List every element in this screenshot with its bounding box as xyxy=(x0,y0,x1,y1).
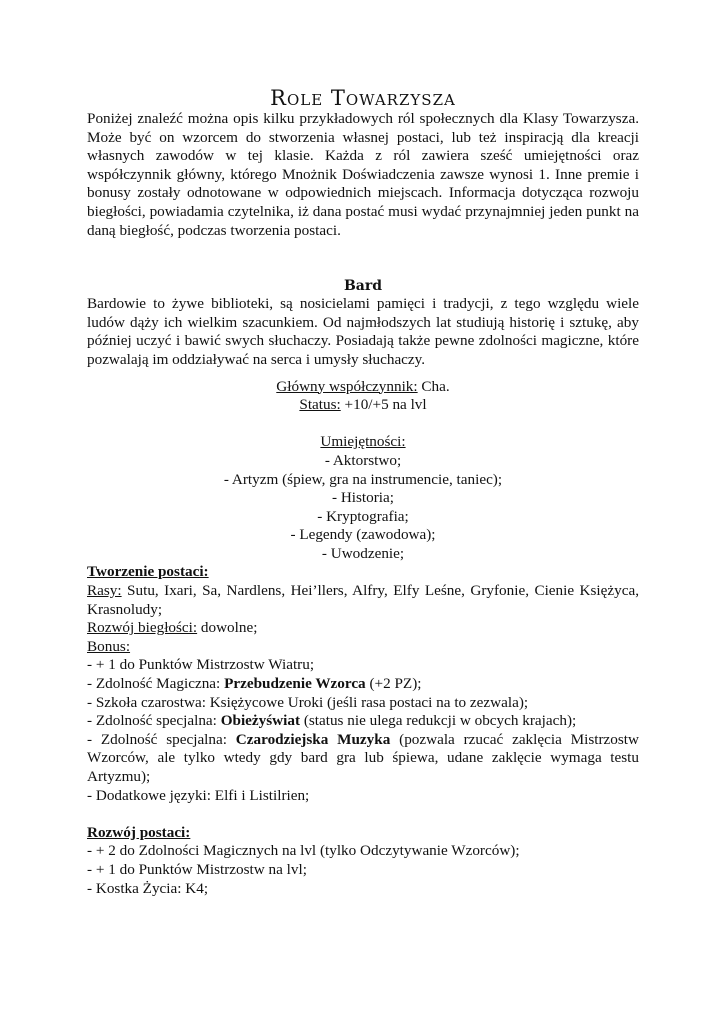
spacer xyxy=(87,370,639,378)
skills-label-line xyxy=(87,433,639,452)
skill-item: - Uwodzenie; xyxy=(321,544,405,562)
status-label: Status: xyxy=(299,396,341,414)
bonus-item: - Dodatkowe języki: Elfi i Listilrien; xyxy=(87,786,310,804)
document-page xyxy=(87,86,639,898)
bonus-item-name: Obieżyświat xyxy=(220,712,301,730)
skill-item: - Kryptografia; xyxy=(317,507,409,525)
main-stat-value: Cha. xyxy=(417,377,450,395)
skill-item: - Historia; xyxy=(331,489,394,507)
bonus-item: - + 1 do Punktów Mistrzostw Wiatru; xyxy=(87,656,315,674)
skill-item: - Artyzm (śpiew, gra na instrumencie, taniec); xyxy=(223,470,503,488)
spacer xyxy=(87,240,639,277)
bonus-label-line xyxy=(87,638,639,657)
bonus-item xyxy=(87,731,639,787)
spacer xyxy=(87,415,639,434)
development-item: - + 2 do Zdolności Magicznych na lvl (tylko Odczytywanie Wzorców); xyxy=(87,842,520,860)
skill-item: - Aktorstwo; xyxy=(324,451,402,469)
status-line xyxy=(87,396,639,415)
proficiency-value: dowolne; xyxy=(197,619,258,637)
bonus-item xyxy=(87,675,639,694)
bonus-item-suffix: (+2 PZ); xyxy=(365,675,422,693)
bonus-item-prefix: - Zdolność specjalna: xyxy=(87,730,236,748)
races-label: Rasy: xyxy=(87,582,122,600)
races-value: Sutu, Ixari, Sa, Nardlens, Hei’llers, Alfry, Elfy Leśne, Gryfonie, Cienie Księżyca, Krasnoludy; xyxy=(87,582,639,618)
bonus-label: Bonus: xyxy=(87,637,131,655)
bonus-item-name: Przebudzenie Wzorca xyxy=(224,675,366,693)
development-heading: Rozwój postaci: xyxy=(87,823,191,841)
skills-label: Umiejętności: xyxy=(320,433,406,451)
status-value: +10/+5 na lvl xyxy=(340,396,427,414)
section-heading-bard: Bard xyxy=(343,278,383,295)
proficiency-label: Rozwój biegłości: xyxy=(87,619,198,637)
page-title: Role Towarzysza xyxy=(270,86,456,110)
bonus-item-name: Czarodziejska Muzyka xyxy=(235,730,391,748)
spacer xyxy=(87,805,639,824)
bonus-item-prefix: - Zdolność Magiczna: xyxy=(87,675,225,693)
bonus-item xyxy=(87,712,639,731)
main-stat-label: Główny współczynnik: xyxy=(276,377,418,395)
intro-paragraph: Poniżej znaleźć można opis kilku przykładowych ról społecznych dla Klasy Towarzysza. Może być on wzorcem do stworzenia własnej postaci, lub też inspiracją dla kreacji własnych zawodów w tej klasie. Każda z ról zawiera sześć umiejętności oraz współczynnik główny, którego Mnożnik Doświadczenia zawsze wynosi 1. Inne premie i bonusy zostały odnotowane w odpowiednich miejscach. Informacja dotycząca rozwoju biegłości, powiadamia czytelnika, iż dana postać musi wydać przynajmniej jeden punkt na daną biegłość, podczas tworzenia postaci. xyxy=(87,110,639,239)
bard-description: Bardowie to żywe biblioteki, są nosicielami pamięci i tradycji, z tego względu wiele ludów dąży ich wielkim szacunkiem. Od najmłodszych lat studiują historię i sztukę, aby później uczyć i bawić swych słuchaczy. Posiadają także pewne zdolności magiczne, które pozwalają im oddziaływać na serca i umysły słuchaczy. xyxy=(87,295,639,368)
bonus-item: - Szkoła czarostwa: Księżycowe Uroki (jeśli rasa postaci na to zezwala); xyxy=(87,693,529,711)
bonus-item-suffix: (status nie ulega redukcji w obcych krajach); xyxy=(300,712,577,730)
races-line xyxy=(87,582,639,619)
development-item: - Kostka Życia: K4; xyxy=(87,879,209,897)
proficiency-line xyxy=(87,619,639,638)
creation-heading: Tworzenie postaci: xyxy=(87,563,209,581)
bonus-item-suffix: (pozwala rzucać zaklęcia Mistrzostw Wzorców, ale tylko wtedy gdy bard gra lub śpiewa, udane zaklęcie wymaga testu Artyzmu); xyxy=(87,730,639,785)
bonus-item-prefix: - Zdolność specjalna: xyxy=(87,712,221,730)
development-item: - + 1 do Punktów Mistrzostw na lvl; xyxy=(87,860,307,878)
main-stat-line xyxy=(87,378,639,397)
skill-item: - Legendy (zawodowa); xyxy=(290,526,436,544)
